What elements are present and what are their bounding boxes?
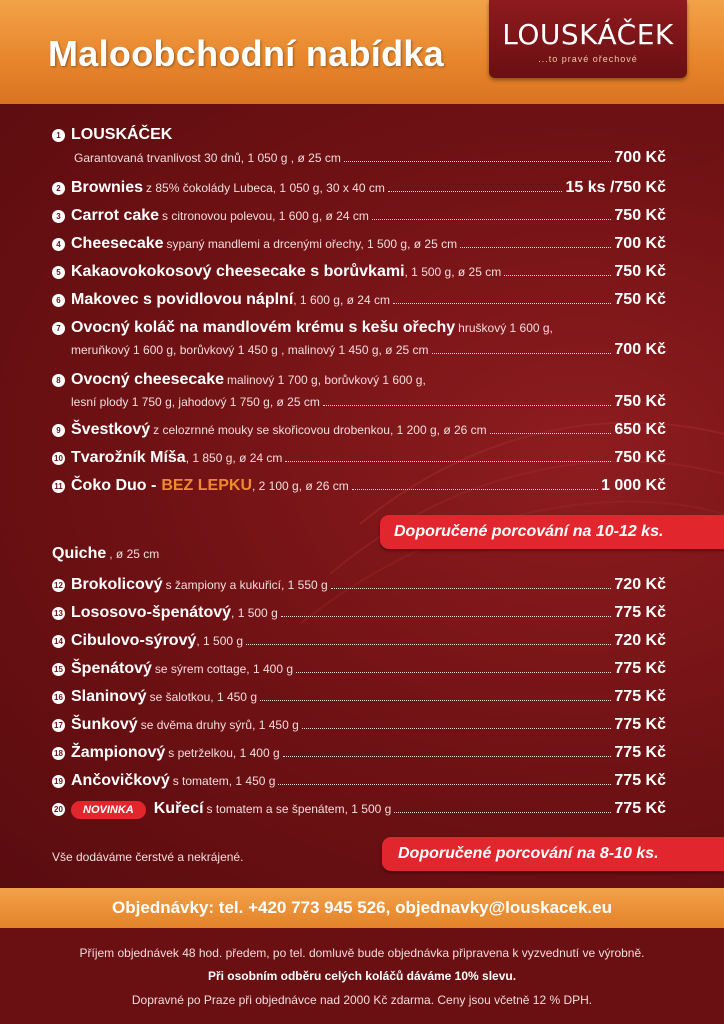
item-number: 15: [52, 663, 65, 676]
menu-item: [52, 603, 666, 623]
item-price: 750 Kč: [614, 207, 666, 224]
item-price: 720 Kč: [614, 576, 666, 593]
item-name: Tvarožník Míša: [71, 449, 186, 466]
item-number: 9: [52, 424, 65, 437]
item-desc: Garantovaná trvanlivost 30 dnů, 1 050 g , ø 25 cm: [74, 151, 341, 165]
item-price: 750 Kč: [614, 393, 666, 410]
item-name: Žampionový: [71, 744, 166, 761]
logo-name: LOUSKÁČEK: [502, 18, 674, 51]
item-price: 720 Kč: [614, 632, 666, 649]
item-number: 17: [52, 719, 65, 732]
item-price: 650 Kč: [614, 421, 666, 438]
leader-dots: [283, 756, 612, 757]
item-desc: s žampiony a kukuřicí, 1 550 g: [165, 578, 328, 592]
leader-dots: [331, 588, 612, 589]
freshness-note: Vše dodáváme čerstvé a nekrájené.: [52, 850, 244, 864]
menu-item: [52, 125, 666, 168]
item-desc: s tomatem, 1 450 g: [172, 774, 276, 788]
item-price: 775 Kč: [614, 772, 666, 789]
menu-item: [52, 743, 666, 763]
leader-dots: [246, 644, 611, 645]
item-desc: , 1 600 g, ø 24 cm: [293, 293, 390, 307]
item-number: 14: [52, 635, 65, 648]
item-price: 775 Kč: [614, 716, 666, 733]
leader-dots: [281, 616, 612, 617]
menu-item: [52, 687, 666, 707]
footer-line-3: Dopravné po Praze při objednávce nad 2000 Kč zdarma. Ceny jsou včetně 12 % DPH.: [131, 993, 593, 1007]
leader-dots: [323, 405, 612, 406]
item-number: 16: [52, 691, 65, 704]
menu-item: [52, 715, 666, 735]
item-desc: , 1 500 g: [196, 634, 244, 648]
item-name: Švestkový: [71, 421, 151, 438]
item-price: 775 Kč: [614, 800, 666, 817]
menu-item: [52, 290, 666, 310]
item-name: Ovocný cheesecake: [71, 371, 224, 388]
leader-dots: [432, 353, 612, 354]
menu-item: [52, 178, 666, 198]
item-desc: hruškový 1 600 g,: [458, 321, 553, 335]
item-price: 700 Kč: [614, 149, 666, 166]
item-number: 2: [52, 182, 65, 195]
quiche-title: Quiche: [52, 545, 107, 562]
item-price: 700 Kč: [614, 341, 666, 358]
menu-item: [52, 206, 666, 226]
item-name: Slaninový: [71, 688, 147, 705]
item-desc: se sýrem cottage, 1 400 g: [154, 662, 293, 676]
menu-item: [52, 799, 666, 819]
menu-item: [52, 771, 666, 791]
leader-dots: [372, 219, 612, 220]
item-number: 6: [52, 294, 65, 307]
leader-dots: [352, 489, 598, 490]
item-name: Kuřecí: [153, 800, 204, 817]
leader-dots: [260, 700, 611, 701]
quiche-size: , ø 25 cm: [109, 547, 160, 561]
item-price: 775 Kč: [614, 744, 666, 761]
menu-item: [52, 448, 666, 468]
item-number: 13: [52, 607, 65, 620]
item-number: 10: [52, 452, 65, 465]
item-desc: s petrželkou, 1 400 g: [168, 746, 280, 760]
item-number: 20: [52, 803, 65, 816]
item-number: 11: [52, 480, 65, 493]
portion-recommendation-quiche: Doporučené porcování na 8-10 ks.: [382, 837, 724, 871]
item-price: 775 Kč: [614, 604, 666, 621]
item-name: Špenátový: [71, 660, 152, 677]
item-desc: s citronovou polevou, 1 600 g, ø 24 cm: [162, 209, 369, 223]
logo[interactable]: [489, 0, 687, 78]
menu-item: [52, 420, 666, 440]
item-name: Makovec s povidlovou náplní: [71, 291, 294, 308]
footer-line-1: Příjem objednávek 48 hod. předem, po tel. domluvě bude objednávka připravena k vyzvednutí ve výrobně.: [79, 946, 645, 960]
item-desc: , 2 100 g, ø 26 cm: [252, 479, 349, 493]
item-name: Čoko Duo -: [71, 477, 157, 494]
item-number: 8: [52, 374, 65, 387]
menu-item: [52, 476, 666, 496]
leader-dots: [344, 161, 612, 162]
item-number: 18: [52, 747, 65, 760]
leader-dots: [278, 784, 611, 785]
item-name: Šunkový: [71, 716, 138, 733]
leader-dots: [388, 191, 563, 192]
item-desc: s tomatem a se špenátem, 1 500 g: [206, 802, 392, 816]
menu-item: [52, 631, 666, 651]
leader-dots: [285, 461, 611, 462]
item-desc: malinový 1 700 g, borůvkový 1 600 g,: [227, 373, 426, 387]
logo-tagline: ...to pravé ořechové: [538, 54, 638, 64]
gluten-free-label: BEZ LEPKU: [161, 477, 252, 494]
item-name: Ovocný koláč na mandlovém krému s kešu ořechy: [71, 319, 456, 336]
menu-item: [52, 370, 666, 412]
item-price: 15 ks /750 Kč: [565, 179, 666, 196]
item-name: LOUSKÁČEK: [71, 126, 173, 143]
item-price: 1 000 Kč: [601, 477, 666, 494]
item-desc: meruňkový 1 600 g, borůvkový 1 450 g , malinový 1 450 g, ø 25 cm: [71, 343, 429, 357]
item-name: Carrot cake: [71, 207, 160, 224]
leader-dots: [393, 303, 611, 304]
leader-dots: [490, 433, 612, 434]
leader-dots: [460, 247, 611, 248]
leader-dots: [394, 812, 611, 813]
new-badge: NOVINKA: [71, 801, 146, 819]
item-price: 700 Kč: [614, 235, 666, 252]
menu-item: [52, 262, 666, 282]
leader-dots: [302, 728, 612, 729]
item-number: 3: [52, 210, 65, 223]
item-name: Cibulovo-sýrový: [71, 632, 197, 649]
item-desc: se dvěma druhy sýrů, 1 450 g: [140, 718, 299, 732]
item-number: 19: [52, 775, 65, 788]
item-number: 7: [52, 322, 65, 335]
item-name: Cheesecake: [71, 235, 164, 252]
item-price: 775 Kč: [614, 660, 666, 677]
item-desc: , 1 500 g: [231, 606, 278, 620]
page-title: Maloobchodní nabídka: [48, 33, 445, 74]
item-number: 12: [52, 579, 65, 592]
menu-item: [52, 659, 666, 679]
item-name: Brownies: [71, 179, 144, 196]
item-name: Brokolicový: [71, 576, 163, 593]
item-name: Lososovo-špenátový: [71, 604, 232, 621]
quiche-heading: [52, 545, 159, 563]
item-name: Kakaovokokosový cheesecake s borůvkami: [71, 263, 405, 280]
item-desc: se šalotkou, 1 450 g: [149, 690, 257, 704]
menu-item: [52, 575, 666, 595]
item-number: 4: [52, 238, 65, 251]
item-price: 750 Kč: [614, 263, 666, 280]
portion-recommendation-cakes: Doporučené porcování na 10-12 ks.: [380, 515, 724, 549]
menu-item: [52, 234, 666, 254]
item-price: 750 Kč: [614, 291, 666, 308]
item-desc: , 1 850 g, ø 24 cm: [185, 451, 283, 465]
item-desc: z 85% čokolády Lubeca, 1 050 g, 30 x 40 cm: [146, 181, 385, 195]
item-name: Ančovičkový: [71, 772, 170, 789]
leader-dots: [504, 275, 611, 276]
footer-line-2: Při osobním odběru celých koláčů dáváme 10% slevu.: [207, 969, 517, 983]
leader-dots: [296, 672, 611, 673]
contact-line[interactable]: Objednávky: tel. +420 773 945 526, objednavky@louskacek.eu: [112, 898, 612, 917]
menu-item: [52, 318, 666, 360]
item-desc: lesní plody 1 750 g, jahodový 1 750 g, ø 25 cm: [71, 395, 320, 409]
item-price: 775 Kč: [614, 688, 666, 705]
item-number: 1: [52, 129, 65, 142]
item-desc: z celozrnné mouky se skořicovou drobenkou, 1 200 g, ø 26 cm: [153, 423, 487, 437]
item-desc: sypaný mandlemi a drcenými ořechy, 1 500 g, ø 25 cm: [166, 237, 458, 251]
item-desc: , 1 500 g, ø 25 cm: [404, 265, 502, 279]
item-number: 5: [52, 266, 65, 279]
item-price: 750 Kč: [614, 449, 666, 466]
